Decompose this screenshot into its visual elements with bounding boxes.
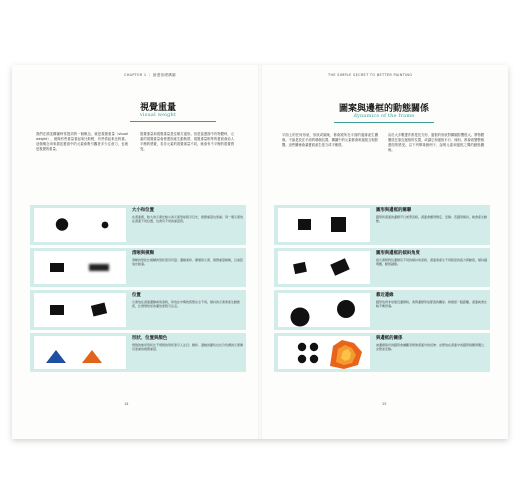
page-number: 15 xyxy=(382,402,387,406)
dot-shape xyxy=(298,354,306,362)
row-title: 大小和位置 xyxy=(132,208,154,213)
far-square-shape xyxy=(331,217,346,232)
running-head: THE SIMPLE SECRET TO BETTER PAINTING xyxy=(328,73,413,77)
near-edge-illustration xyxy=(278,293,370,327)
illustration-panel xyxy=(34,336,126,370)
flame-shape xyxy=(330,340,362,369)
frame-crop-illustration xyxy=(278,336,370,370)
upright-rectangle-shape xyxy=(50,305,64,315)
row-text xyxy=(132,336,244,352)
row-title: 位置 xyxy=(132,293,141,298)
strong-tilt-rectangle-shape xyxy=(330,258,349,275)
page-title: 圖案與邊框的動態關係 xyxy=(338,104,429,114)
row-title: 靠近邊緣 xyxy=(376,293,394,298)
example-rows xyxy=(274,205,490,375)
example-row xyxy=(30,248,246,288)
right-page xyxy=(260,65,508,439)
illustration-panel xyxy=(278,336,370,370)
row-text xyxy=(132,251,244,267)
intro-column-2: 視覺重量和視覺重量是往哪方邊形。但是當畫面中有物體時，元素的視覺重量會使畫面產生動態感，視覺重量相等的畫面會給人平衡的感覺，若各元素的視覺重量不同，就會有不平衡的視覺感受。 xyxy=(140,132,234,151)
row-description: 在畫面裡，較大的元素比較小的元素更能吸引目光，視覺重量也更重。同一個元素放在畫面不同位置，也會有不同的重量感。 xyxy=(132,215,244,224)
row-description: 圖形放得非常靠近邊框時，會與邊框形成緊張的關係；稍微留一點距離，畫面就會比較平衡舒適。 xyxy=(376,300,488,309)
dot-shape xyxy=(310,342,318,350)
large-circle-shape xyxy=(56,218,68,230)
near-square-shape xyxy=(298,219,311,230)
page-number: 14 xyxy=(124,402,129,406)
illustration-panel xyxy=(34,208,126,242)
illustration-panel xyxy=(278,293,370,327)
example-row xyxy=(274,248,490,288)
slight-tilt-rectangle-shape xyxy=(293,261,307,273)
example-row xyxy=(274,290,490,330)
row-title: 圖形與邊框的關聯 xyxy=(376,208,412,213)
sharp-blur-illustration xyxy=(34,251,126,285)
blurred-rectangle-shape xyxy=(89,264,109,271)
edge-circle-shape xyxy=(291,308,310,327)
example-row xyxy=(30,290,246,330)
row-text xyxy=(132,208,244,224)
example-rows xyxy=(30,205,246,375)
tilt-angle-illustration xyxy=(278,251,370,285)
row-description: 清晰的形狀比模糊的形狀更有份量。邊緣柔和、漸層的元素，視覺重量較輕，且看起來比較遠。 xyxy=(132,257,244,266)
example-row xyxy=(274,205,490,245)
position-illustration xyxy=(34,293,126,327)
example-row xyxy=(30,333,246,373)
row-description: 被邊框裁切的圖形會讓觀者想像畫面外的延伸；完整放在畫面中的圖形則顯得獨立、完整而安靜。 xyxy=(376,342,488,351)
centered-circle-shape xyxy=(337,300,355,318)
row-title: 與邊框的關係 xyxy=(376,335,403,341)
row-text xyxy=(376,293,488,309)
row-description: 規則的幾何形狀比不規則的形狀更引人注目；飽和、溫暖的顏色也比冷色調的元素擁有更重的視覺重量。 xyxy=(132,342,244,351)
frame-relation-illustration xyxy=(278,208,370,242)
row-description: 當元素相對於邊框有不同的傾斜角度時，畫面會產生不同程度的張力與動感，傾斜越明顯，動感越強。 xyxy=(376,257,488,266)
running-head: CHAPTER 1 ｜ 繪畫基礎構圖 xyxy=(124,73,176,77)
book-spread xyxy=(12,65,508,439)
size-position-illustration xyxy=(34,208,126,242)
page-title: 視覺重量 xyxy=(139,103,176,113)
example-row xyxy=(274,333,490,373)
dot-shape xyxy=(298,342,306,350)
shape-color-illustration xyxy=(34,336,126,370)
row-title: 形狀、位置與顏色 xyxy=(132,335,168,341)
blue-triangle-shape xyxy=(46,350,66,363)
page-subtitle: visual weight xyxy=(139,112,177,118)
dot-shape xyxy=(310,354,318,362)
small-circle-shape xyxy=(102,222,109,229)
intro-column-1: 平面上的任何形狀，形狀或圖案，都會跟所在平面的邊緣產生關係。不論是放在平面的哪個位置，構圖中的元素都會和邊框互相影響。這些關係會讓畫面產生張力或平衡感。 xyxy=(282,133,378,147)
sharp-rectangle-shape xyxy=(50,263,64,272)
intro-column-1: 我們在描述構圖時常提到的一個概念，就是視覺重量（visual weight），就像有些重量看起來比較輕，有些看起來比較重。這個概念用來描述畫面中的元素會吸引觀者多少注意力，也就是視覺的重量。 xyxy=(36,132,128,151)
row-description: 元素放在畫面邊緣或角落時，和放在中間的感覺完全不同。傾斜的元素會產生動態感，比規規矩矩的擺放更吸引注意。 xyxy=(132,300,241,309)
title-rule xyxy=(130,121,216,122)
intro-column-2: 由於大多數畫作都是長方形，邊框的形狀對構圖影響很大。將物體擺放在靠近邊框的位置，或讓它和邊框平行、傾斜，都會改變整個畫面的感受。以下列舉幾個例子，說明元素和邊框之間的動態關係。 xyxy=(388,133,484,152)
row-text xyxy=(132,293,244,309)
tilted-rectangle-shape xyxy=(91,302,107,316)
orange-triangle-shape xyxy=(82,350,102,363)
title-rule xyxy=(334,122,434,123)
row-description: 圖形和畫面的邊框平行或垂直時，畫面會顯得穩定、安靜；若圖形傾斜，就會產生動態。 xyxy=(376,215,488,224)
illustration-panel xyxy=(278,208,370,242)
row-title: 清晰與模糊 xyxy=(132,250,154,256)
row-text xyxy=(376,251,488,267)
row-text xyxy=(376,336,488,352)
illustration-panel xyxy=(34,293,126,327)
left-page xyxy=(12,65,260,439)
row-text xyxy=(376,208,488,224)
page-subtitle: dynamics of the frame xyxy=(353,113,415,119)
illustration-panel xyxy=(34,251,126,285)
example-row xyxy=(30,205,246,245)
row-title: 圖形與邊框的傾斜角度 xyxy=(376,250,420,256)
illustration-panel xyxy=(278,251,370,285)
